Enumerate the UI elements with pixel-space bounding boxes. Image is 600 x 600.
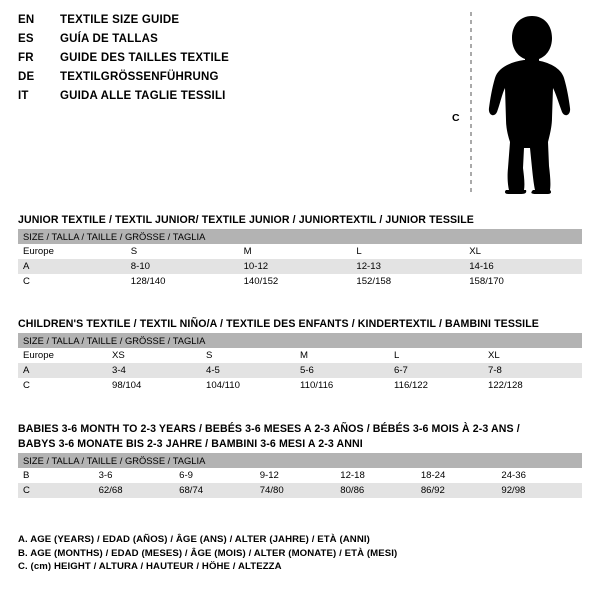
cell: 18-24 bbox=[420, 470, 446, 481]
size-table-children bbox=[18, 333, 582, 393]
cell: XS bbox=[112, 350, 125, 361]
cell: 12-18 bbox=[340, 470, 365, 481]
cell: L bbox=[356, 246, 362, 257]
cell: 3-4 bbox=[112, 363, 206, 378]
table-header-label: SIZE / TALLA / TAILLE / GRÖSSE / TAGLIA bbox=[18, 333, 582, 348]
table-row bbox=[18, 348, 582, 363]
figure-area bbox=[440, 8, 590, 198]
table-row bbox=[18, 259, 582, 274]
cell: 74/80 bbox=[260, 483, 341, 498]
table-header-row bbox=[18, 229, 582, 244]
section-title-line2: BABYS 3-6 MONATE BIS 2-3 JAHRE / BAMBINI 3-6 MESI A 2-3 ANNI bbox=[18, 438, 363, 450]
row-label: C bbox=[23, 276, 30, 287]
language-row bbox=[18, 71, 438, 90]
table-header-row bbox=[18, 453, 582, 468]
table-header-label: SIZE / TALLA / TAILLE / GRÖSSE / TAGLIA bbox=[18, 453, 582, 468]
table-header-row bbox=[18, 333, 582, 348]
cell: XL bbox=[469, 246, 481, 257]
table-row bbox=[18, 378, 582, 393]
cell: 5-6 bbox=[300, 363, 394, 378]
row-label: A bbox=[18, 363, 112, 378]
cell: M bbox=[243, 246, 252, 257]
cell: 80/86 bbox=[340, 483, 421, 498]
language-row bbox=[18, 33, 438, 52]
cell: 68/74 bbox=[179, 483, 260, 498]
cell: 9-12 bbox=[259, 470, 279, 481]
table-header-label: SIZE / TALLA / TAILLE / GRÖSSE / TAGLIA bbox=[18, 229, 582, 244]
language-row bbox=[18, 90, 438, 109]
cell: 86/92 bbox=[421, 483, 502, 498]
cell: S bbox=[206, 350, 213, 361]
row-label: B bbox=[23, 470, 30, 481]
cell: L bbox=[394, 350, 400, 361]
language-row bbox=[18, 14, 438, 33]
section-babies bbox=[18, 423, 582, 498]
cell: 24-36 bbox=[501, 470, 526, 481]
child-silhouette-icon bbox=[440, 8, 590, 198]
cell: 110/116 bbox=[300, 380, 334, 391]
language-code: FR bbox=[18, 52, 34, 64]
cell: 128/140 bbox=[130, 276, 166, 287]
cell: 158/170 bbox=[469, 276, 504, 287]
cell: 152/158 bbox=[356, 276, 392, 287]
row-label: C bbox=[18, 483, 99, 498]
cell: 3-6 bbox=[98, 470, 113, 481]
section-title: BABIES 3-6 MONTH TO 2-3 YEARS / BEBÉS 3-6 MESES A 2-3 AÑOS / BÉBÉS 3-6 MOIS À 2-3 ANS / bbox=[18, 423, 520, 435]
cell: S bbox=[130, 246, 138, 257]
cell: XL bbox=[488, 350, 500, 361]
cell: 6-7 bbox=[394, 363, 488, 378]
cell: 12-13 bbox=[356, 259, 469, 274]
table-row bbox=[18, 363, 582, 378]
cell: 4-5 bbox=[206, 363, 300, 378]
language-code: EN bbox=[18, 14, 35, 26]
cell: 7-8 bbox=[488, 363, 582, 378]
row-label: A bbox=[18, 259, 131, 274]
legend-note: A. AGE (YEARS) / EDAD (AÑOS) / ÂGE (ANS) / ALTER (JAHRE) / ETÀ (ANNI) bbox=[18, 534, 370, 545]
table-row bbox=[18, 468, 582, 483]
table-row bbox=[18, 274, 582, 289]
cell: 92/98 bbox=[501, 483, 582, 498]
cell: 140/152 bbox=[243, 276, 279, 287]
cell: 104/110 bbox=[206, 380, 240, 391]
cell: 98/104 bbox=[112, 380, 142, 391]
table-row bbox=[18, 483, 582, 498]
cell: 6-9 bbox=[179, 470, 193, 481]
language-title: TEXTILGRÖSSENFÜHRUNG bbox=[60, 71, 219, 83]
row-label: C bbox=[23, 380, 30, 391]
size-table-junior bbox=[18, 229, 582, 289]
language-title: GUIDA ALLE TAGLIE TESSILI bbox=[60, 90, 226, 102]
section-junior bbox=[18, 214, 582, 289]
cell: 116/122 bbox=[394, 380, 428, 391]
section-title: CHILDREN'S TEXTILE / TEXTIL NIÑO/A / TEXTILE DES ENFANTS / KINDERTEXTIL / BAMBINI TESSILE bbox=[18, 318, 539, 330]
cell: 122/128 bbox=[488, 380, 523, 391]
cell: M bbox=[300, 350, 308, 361]
row-label: Europe bbox=[23, 350, 54, 361]
table-row bbox=[18, 244, 582, 259]
language-title: GUIDE DES TAILLES TEXTILE bbox=[60, 52, 229, 64]
legend-note: B. AGE (MONTHS) / EDAD (MESES) / ÂGE (MOIS) / ALTER (MONATE) / ETÀ (MESI) bbox=[18, 547, 398, 559]
cell: 62/68 bbox=[99, 483, 180, 498]
legend-notes bbox=[18, 533, 582, 574]
row-label: Europe bbox=[23, 246, 54, 257]
language-code: ES bbox=[18, 33, 34, 45]
size-table-babies bbox=[18, 453, 582, 498]
language-row bbox=[18, 52, 438, 71]
cell: 10-12 bbox=[244, 259, 357, 274]
cell: 8-10 bbox=[131, 259, 244, 274]
language-code: IT bbox=[18, 90, 29, 102]
language-title: TEXTILE SIZE GUIDE bbox=[60, 14, 180, 26]
height-measure-label: C bbox=[452, 112, 460, 124]
cell: 14-16 bbox=[469, 259, 582, 274]
language-header-list bbox=[18, 14, 438, 109]
section-title: JUNIOR TEXTILE / TEXTIL JUNIOR/ TEXTILE JUNIOR / JUNIORTEXTIL / JUNIOR TESSILE bbox=[18, 214, 474, 226]
language-code: DE bbox=[18, 71, 35, 83]
language-title: GUÍA DE TALLAS bbox=[60, 33, 158, 45]
section-children bbox=[18, 318, 582, 393]
legend-note: C. (cm) HEIGHT / ALTURA / HAUTEUR / HÖHE / ALTEZZA bbox=[18, 561, 282, 572]
